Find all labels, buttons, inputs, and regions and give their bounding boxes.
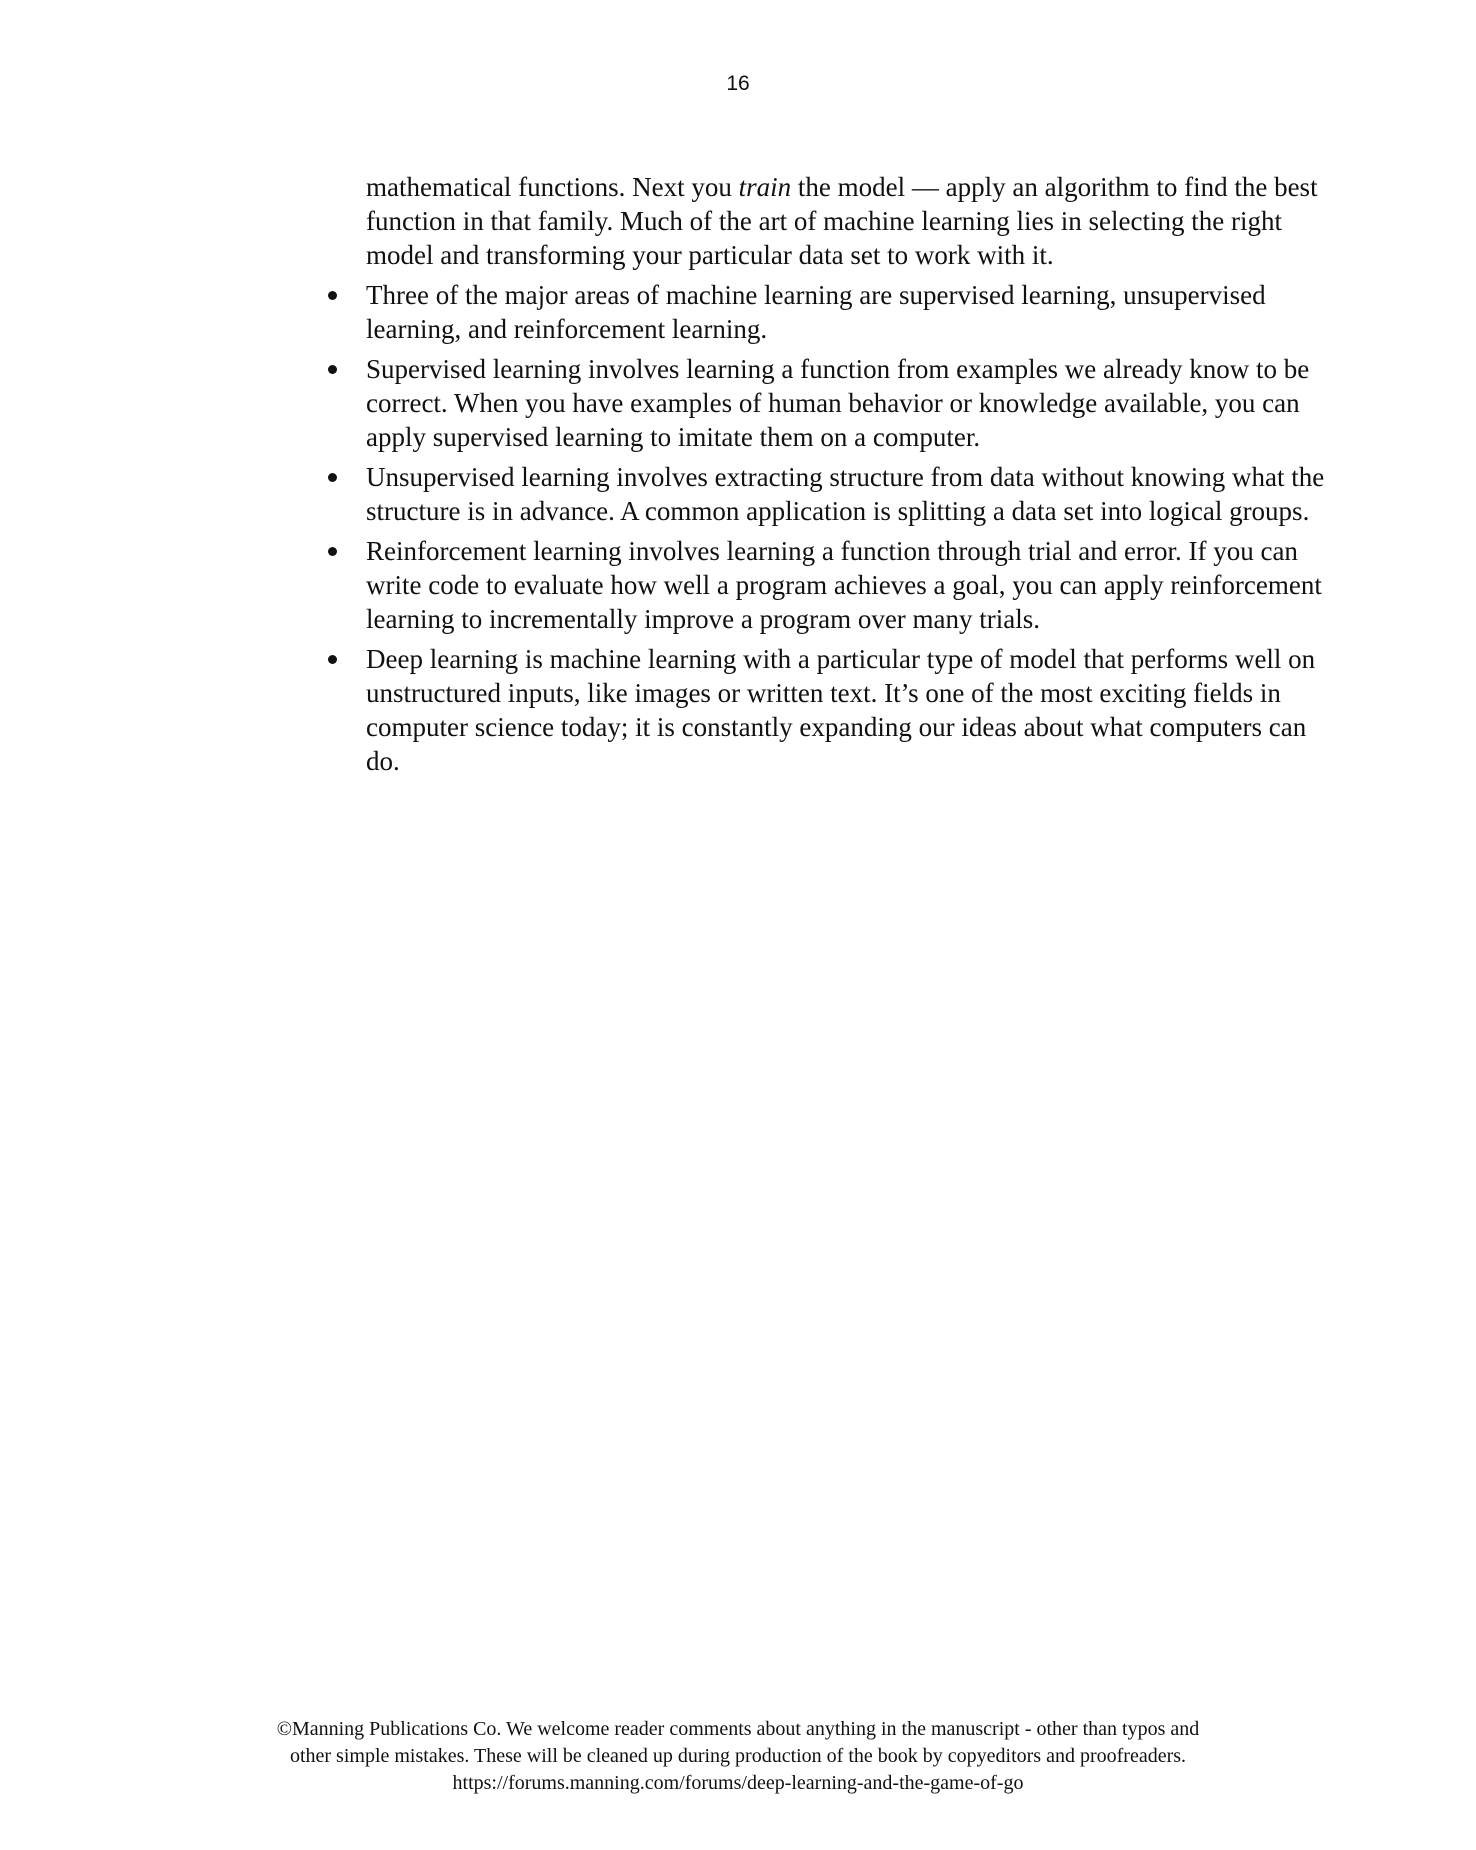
- italic-term: train: [738, 172, 792, 202]
- bullet-dot-icon: [328, 473, 337, 482]
- lead-text-end: the model — apply an algorithm to find the best function in that family. Much of the art of machine learning lies in selecting the right model and transforming your particular data set to work with it.: [366, 172, 1318, 270]
- bullet-dot-icon: [328, 655, 337, 664]
- bullet-item: [366, 642, 1346, 778]
- bullet-item: [366, 278, 1346, 346]
- bullet-dot-icon: [328, 291, 337, 300]
- bullet-item: [366, 534, 1346, 636]
- page-body: [366, 170, 1346, 784]
- bullet-item: [366, 460, 1346, 528]
- copyright-footer: [0, 1716, 1476, 1797]
- bullet-item: [366, 352, 1346, 454]
- bullet-text: Unsupervised learning involves extracting structure from data without knowing what the structure is in advance. A common application is splitting a data set into logical groups.: [366, 462, 1325, 526]
- summary-bullet-list: [366, 278, 1346, 778]
- lead-paragraph: [366, 170, 1346, 272]
- bullet-text: Supervised learning involves learning a function from examples we already know to be correct. When you have examples of human behavior or knowledge available, you can apply supervised learning to imitate them on a computer.: [366, 354, 1310, 452]
- bullet-text: Reinforcement learning involves learning a function through trial and error. If you can write code to evaluate how well a program achieves a goal, you can apply reinforcement learning to incrementally improve a program over many trials.: [366, 536, 1322, 634]
- footer-line: other simple mistakes. These will be cleaned up during production of the book by copyeditors and proofreaders.: [289, 1745, 1187, 1767]
- bullet-dot-icon: [328, 365, 337, 374]
- bullet-text: Three of the major areas of machine learning are supervised learning, unsupervised learning, and reinforcement learning.: [366, 280, 1266, 344]
- bullet-dot-icon: [328, 547, 337, 556]
- bullet-text: Deep learning is machine learning with a particular type of model that performs well on unstructured inputs, like images or written text. It’s one of the most exciting fields in computer science today; it is constantly expanding our ideas about what computers can do.: [366, 644, 1316, 776]
- forum-link[interactable]: https://forums.manning.com/forums/deep-learning-and-the-game-of-go: [452, 1772, 1024, 1794]
- lead-text-start: mathematical functions. Next you: [366, 172, 739, 202]
- footer-line: ©Manning Publications Co. We welcome reader comments about anything in the manuscript - other than typos and: [276, 1718, 1200, 1740]
- page-number: 16: [726, 72, 750, 95]
